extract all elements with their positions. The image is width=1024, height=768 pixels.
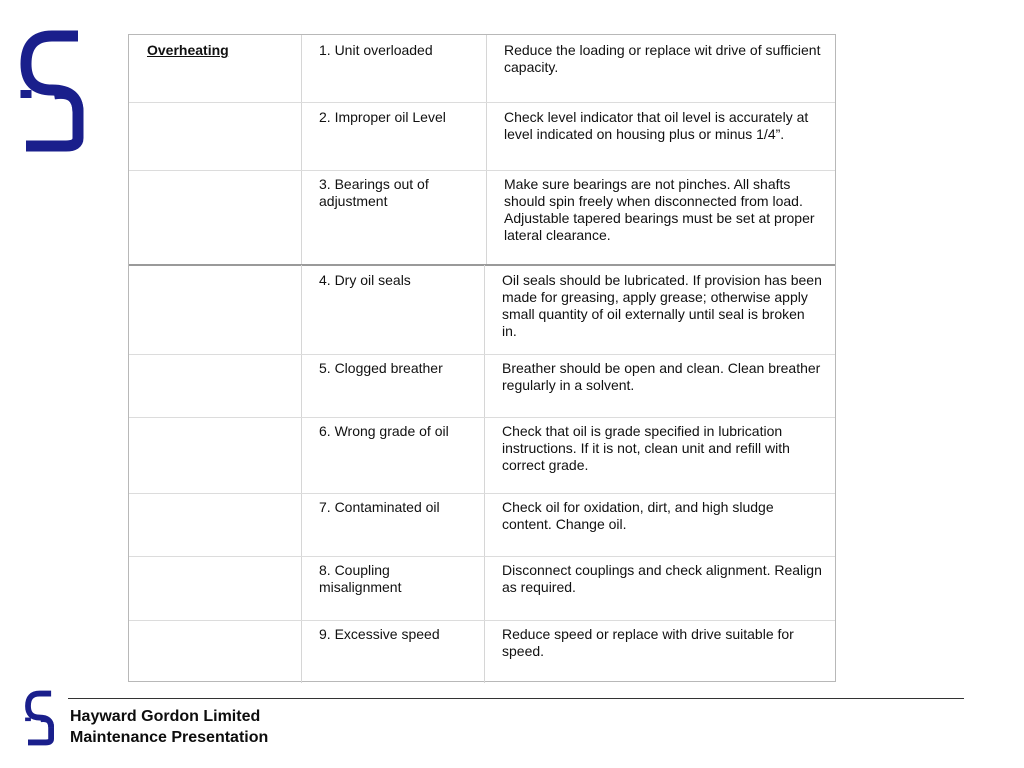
table-row — [502, 499, 822, 533]
cause-text: 9. Excessive speed — [319, 626, 440, 642]
company-logo — [18, 28, 88, 154]
table-row — [319, 562, 429, 596]
troubleshooting-table — [128, 34, 836, 682]
remedy-text: Breather should be open and clean. Clean breather regularly in a solvent. — [502, 360, 821, 393]
table-row — [319, 42, 479, 59]
remedy-text: Reduce the loading or replace wit drive of sufficient capacity. — [504, 42, 821, 75]
cause-text: 4. Dry oil seals — [319, 272, 411, 288]
remedy-text: Check that oil is grade specified in lubrication instructions. If it is not, clean unit and refill with correct grade. — [502, 423, 790, 473]
footer-divider — [68, 698, 964, 699]
footer — [70, 706, 268, 748]
table-row — [504, 109, 824, 143]
company-name: Hayward Gordon Limited — [70, 708, 261, 725]
remedy-text: Check level indicator that oil level is accurately at level indicated on housing plus or minus 1/4”. — [504, 109, 809, 142]
table-row — [319, 423, 479, 440]
section-title: Overheating — [147, 42, 229, 58]
cause-text: 6. Wrong grade of oil — [319, 423, 449, 439]
remedy-text: Oil seals should be lubricated. If provision has been made for greasing, apply grease; otherwise apply small quantity of oil externally until seal is broken in. — [502, 272, 822, 339]
table-section-upper — [129, 35, 835, 265]
table-row — [319, 272, 479, 289]
table-row — [502, 423, 822, 474]
table-row — [504, 176, 824, 244]
remedy-text: Disconnect couplings and check alignment. Realign as required. — [502, 562, 822, 595]
presentation-subtitle: Maintenance Presentation — [70, 729, 269, 746]
table-row — [504, 42, 824, 76]
table-row — [502, 360, 822, 394]
remedy-text: Check oil for oxidation, dirt, and high sludge content. Change oil. — [502, 499, 774, 532]
table-row — [319, 626, 479, 643]
remedy-text: Make sure bearings are not pinches. All shafts should spin freely when disconnected from load. Adjustable tapered bearings must be set at proper lateral clearance. — [504, 176, 815, 243]
remedy-text: Reduce speed or replace with drive suitable for speed. — [502, 626, 794, 659]
table-section-lower — [129, 265, 835, 683]
cause-text: 2. Improper oil Level — [319, 109, 446, 125]
table-row — [319, 176, 469, 210]
table-row — [319, 499, 479, 516]
cause-text: 8. Coupling misalignment — [319, 562, 402, 595]
table-row — [502, 272, 822, 340]
cause-text: 7. Contaminated oil — [319, 499, 440, 515]
footer-logo — [24, 690, 56, 746]
cause-text: 5. Clogged breather — [319, 360, 443, 376]
table-row — [502, 562, 822, 596]
cause-text: 3. Bearings out of adjustment — [319, 176, 429, 209]
table-row — [319, 109, 479, 126]
cause-text: 1. Unit overloaded — [319, 42, 433, 58]
table-row — [502, 626, 822, 660]
table-row — [319, 360, 479, 377]
